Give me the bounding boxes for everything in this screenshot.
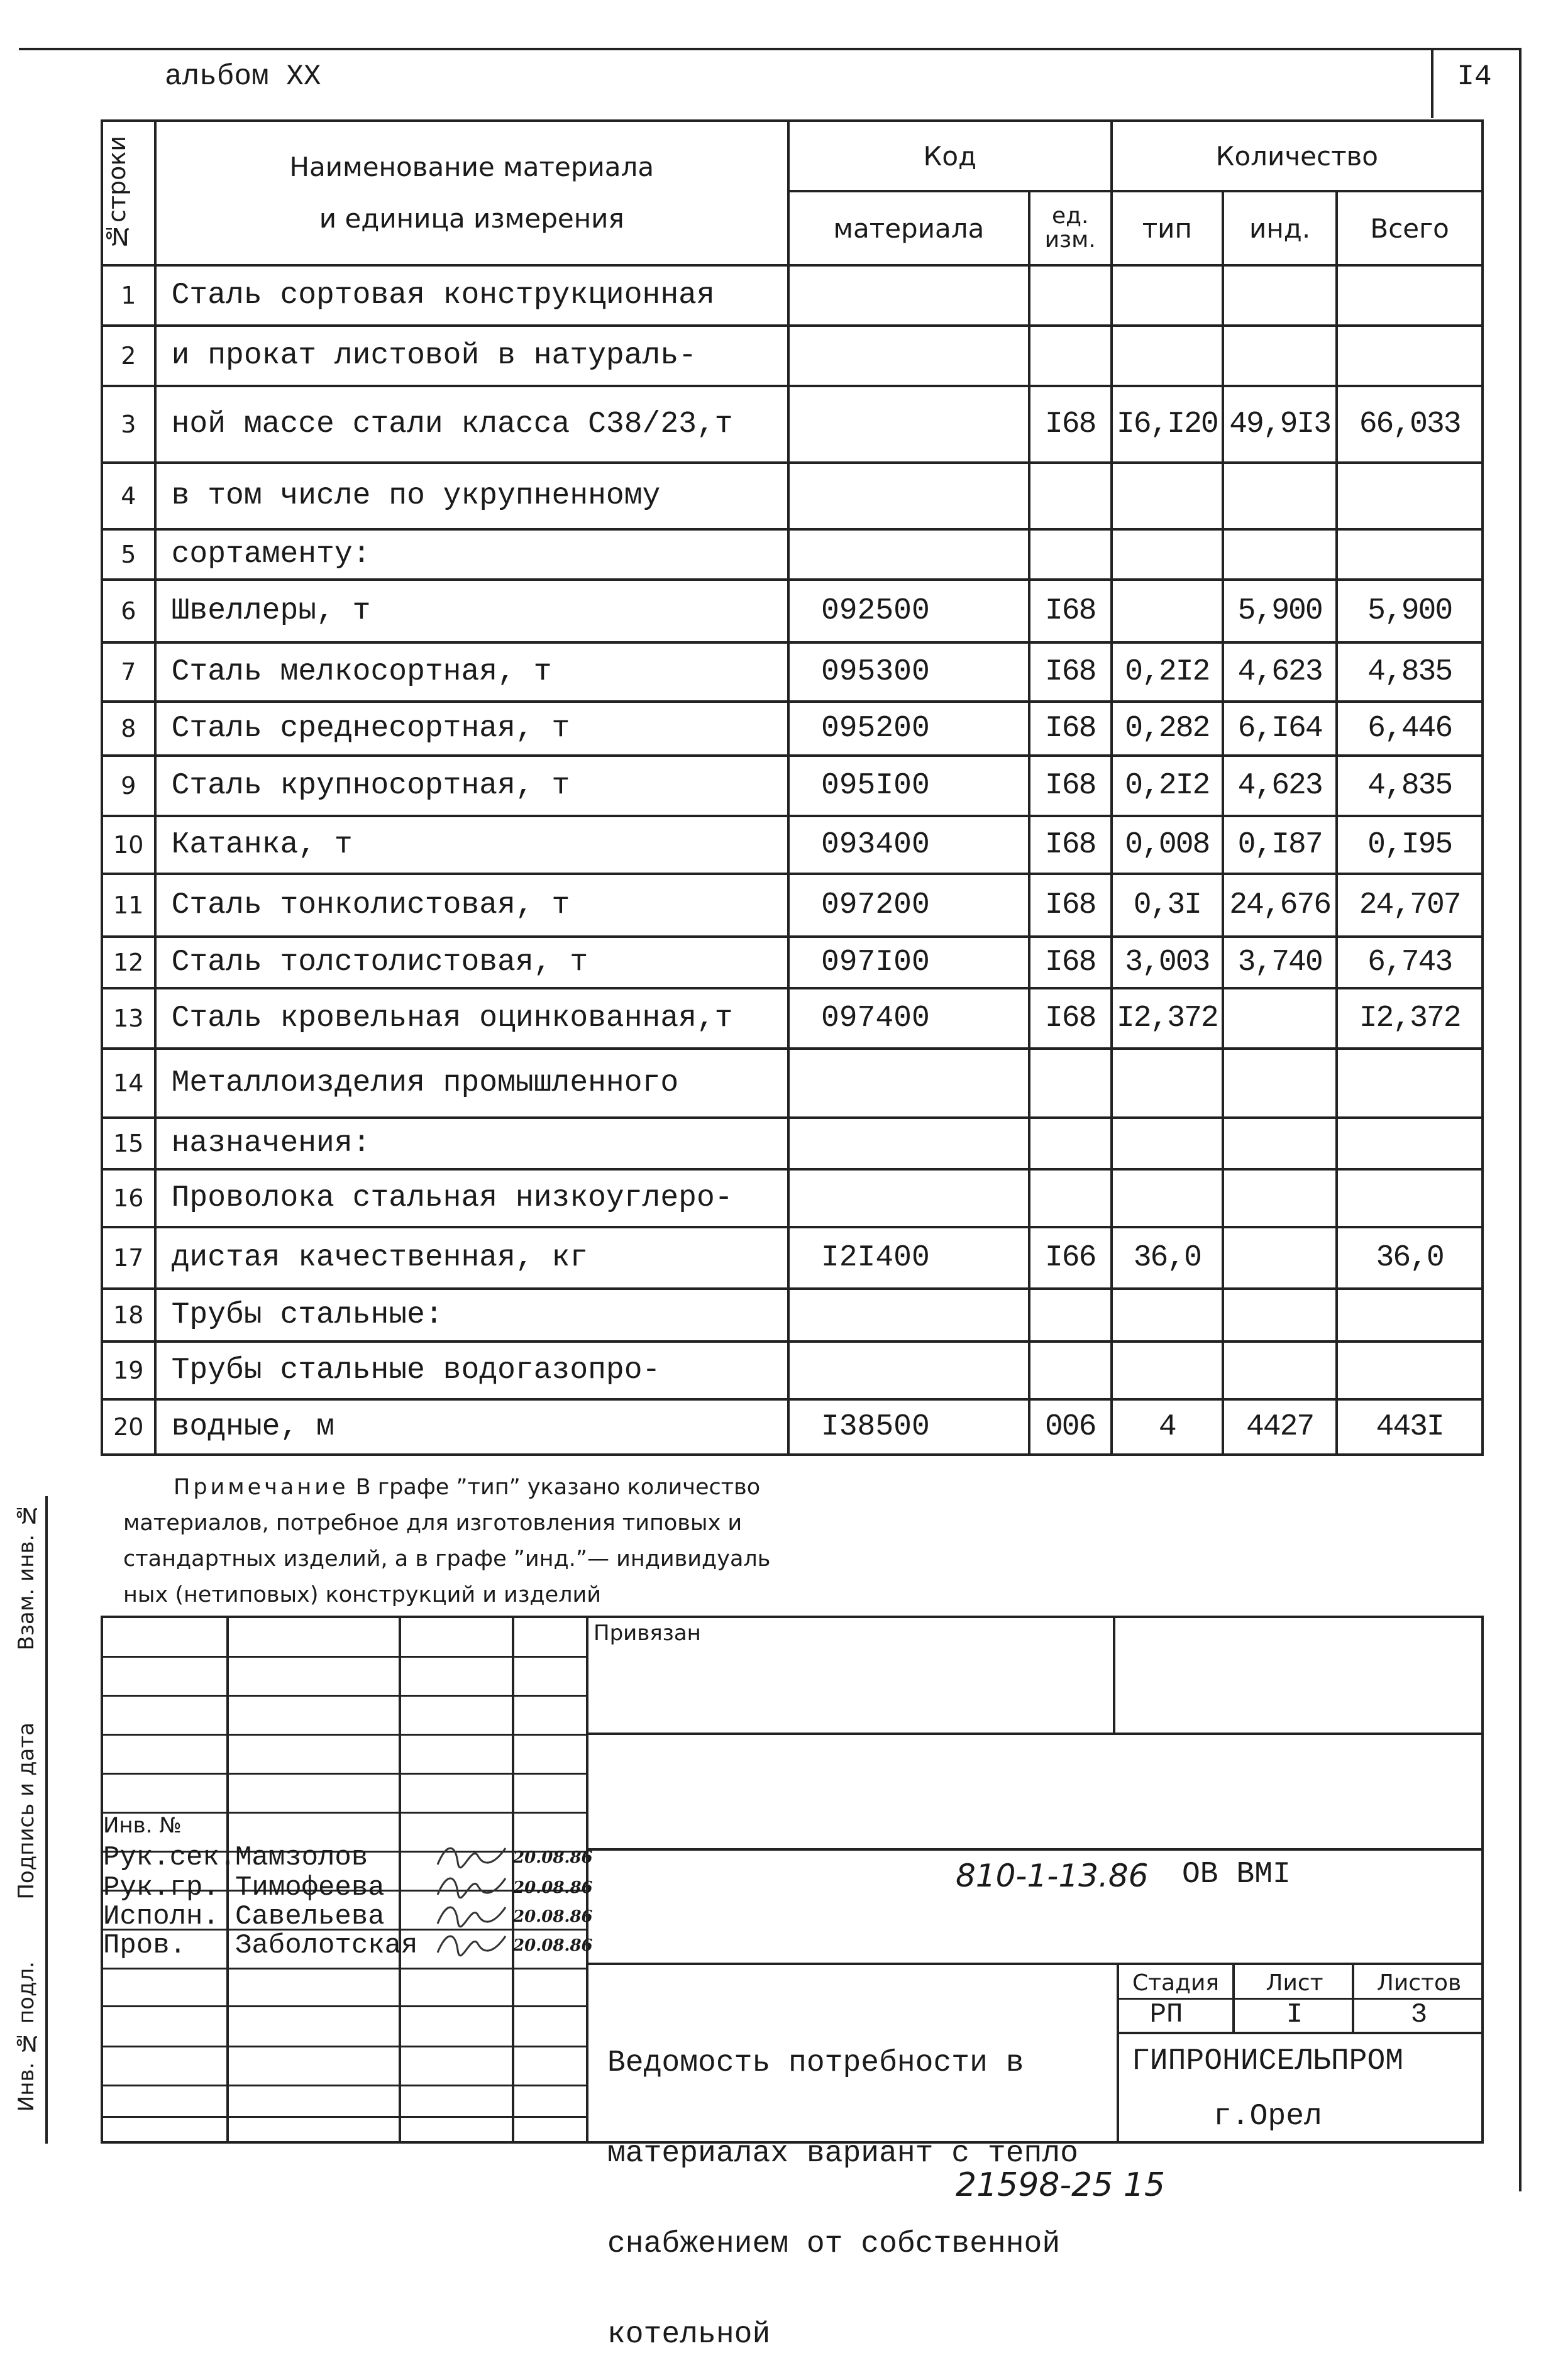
unit-code: I68 [1029, 386, 1112, 463]
col-quantity-group: Количество [1112, 121, 1483, 191]
row-number: 17 [102, 1227, 155, 1289]
table-row [102, 642, 1483, 702]
qty-total: I2,372 [1337, 988, 1483, 1049]
col-total: Всего [1337, 191, 1483, 265]
row-number: 4 [102, 463, 155, 529]
qty-ind [1223, 1289, 1337, 1342]
signer-date: 20.08.86 [513, 1907, 593, 1926]
album-title: альбом XX [165, 60, 321, 93]
qty-ind [1223, 988, 1337, 1049]
col-ind: инд. [1223, 191, 1337, 265]
original-inv-label: Инв. № подл. [14, 1961, 39, 2112]
row-number: 13 [102, 988, 155, 1049]
qty-ind: 0,I87 [1223, 816, 1337, 874]
unit-code [1029, 463, 1112, 529]
material-name: Швеллеры, т [155, 580, 788, 642]
qty-ind [1223, 1342, 1337, 1399]
qty-total [1337, 265, 1483, 326]
unit-code [1029, 1342, 1112, 1399]
material-name: Металлоизделия промышленного [155, 1049, 788, 1118]
signer-row [103, 1930, 417, 1961]
row-number: 9 [102, 756, 155, 816]
material-name: и прокат листовой в натураль- [155, 326, 788, 386]
qty-total [1337, 326, 1483, 386]
material-name: назначения: [155, 1118, 788, 1169]
material-code [788, 265, 1029, 326]
material-code [788, 1289, 1029, 1342]
qty-total [1337, 463, 1483, 529]
signer-name: Мамзолов [235, 1842, 368, 1873]
table-row [102, 580, 1483, 642]
table-row [102, 529, 1483, 580]
qty-typ: I6,I20 [1112, 386, 1223, 463]
material-code: 097400 [788, 988, 1029, 1049]
row-number: 15 [102, 1118, 155, 1169]
qty-typ [1112, 1049, 1223, 1118]
row-number: 3 [102, 386, 155, 463]
row-number: 5 [102, 529, 155, 580]
qty-total: 6,446 [1337, 702, 1483, 756]
qty-ind [1223, 326, 1337, 386]
material-name: Сталь мелкосортная, т [155, 642, 788, 702]
qty-ind [1223, 529, 1337, 580]
qty-ind: 3,740 [1223, 937, 1337, 988]
table-row [102, 874, 1483, 937]
material-name: в том числе по укрупненному [155, 463, 788, 529]
table-row [102, 702, 1483, 756]
material-name: Сталь толстолистовая, т [155, 937, 788, 988]
unit-code: I68 [1029, 816, 1112, 874]
qty-typ [1112, 1118, 1223, 1169]
col-name-line2: и единица измерения [319, 203, 624, 234]
qty-typ [1112, 580, 1223, 642]
table-row [102, 1049, 1483, 1118]
qty-typ: 4 [1112, 1399, 1223, 1455]
material-code: 097200 [788, 874, 1029, 937]
row-number: 18 [102, 1289, 155, 1342]
qty-ind: 4427 [1223, 1399, 1337, 1455]
unit-code: I68 [1029, 702, 1112, 756]
signer-row [103, 1901, 385, 1932]
qty-ind [1223, 1118, 1337, 1169]
material-code [788, 326, 1029, 386]
signature-scribble [434, 1925, 509, 1963]
qty-typ: I2,372 [1112, 988, 1223, 1049]
row-number: 19 [102, 1342, 155, 1399]
material-code [788, 1169, 1029, 1227]
document-title-line3: снабжением от собственной [607, 2227, 1061, 2261]
col-typ: тип [1112, 191, 1223, 265]
sheet-value: I [1286, 1999, 1303, 2030]
material-name: Трубы стальные водогазопро- [155, 1342, 788, 1399]
unit-code [1029, 326, 1112, 386]
table-row [102, 1169, 1483, 1227]
qty-ind [1223, 1227, 1337, 1289]
replace-inv-label: Взам. инв. № [14, 1502, 39, 1651]
organization-name: ГИПРОНИСЕЛЬПРОМ [1132, 2044, 1404, 2078]
qty-total: 66,033 [1337, 386, 1483, 463]
material-code: I2I400 [788, 1227, 1029, 1289]
stage-label: Стадия [1132, 1970, 1220, 1996]
table-row [102, 756, 1483, 816]
row-number: 6 [102, 580, 155, 642]
qty-ind: 5,900 [1223, 580, 1337, 642]
qty-total: 6,743 [1337, 937, 1483, 988]
qty-typ [1112, 1342, 1223, 1399]
table-row [102, 1227, 1483, 1289]
sign-date-label: Подпись и дата [14, 1722, 39, 1900]
qty-ind [1223, 1049, 1337, 1118]
unit-code: I68 [1029, 937, 1112, 988]
unit-code: 006 [1029, 1399, 1112, 1455]
table-row [102, 265, 1483, 326]
attached-label: Привязан [594, 1621, 701, 1646]
qty-typ [1112, 1169, 1223, 1227]
qty-typ: 0,2I2 [1112, 756, 1223, 816]
top-frame-line [19, 48, 1522, 50]
signer-date: 20.08.86 [513, 1878, 593, 1897]
material-code [788, 1342, 1029, 1399]
unit-code: I68 [1029, 988, 1112, 1049]
table-row [102, 1399, 1483, 1455]
row-number: 7 [102, 642, 155, 702]
row-number: 12 [102, 937, 155, 988]
table-row [102, 1342, 1483, 1399]
table-row [102, 988, 1483, 1049]
note-line4: ных (нетиповых) конструкций и изделий [123, 1582, 602, 1607]
qty-typ [1112, 463, 1223, 529]
row-number: 14 [102, 1049, 155, 1118]
qty-ind [1223, 463, 1337, 529]
qty-ind: 4,623 [1223, 756, 1337, 816]
unit-code [1029, 1118, 1112, 1169]
material-name: дистая качественная, кг [155, 1227, 788, 1289]
table-row [102, 816, 1483, 874]
signer-date: 20.08.86 [513, 1848, 593, 1867]
qty-total: 4,835 [1337, 642, 1483, 702]
qty-typ [1112, 265, 1223, 326]
material-code: 095300 [788, 642, 1029, 702]
signer-role: Рук.сек. [103, 1842, 236, 1873]
table-row [102, 1118, 1483, 1169]
material-code: 092500 [788, 580, 1029, 642]
signer-date: 20.08.86 [513, 1936, 593, 1955]
document-code: 810-1-13.86 [956, 1858, 1149, 1894]
qty-ind: 4,623 [1223, 642, 1337, 702]
qty-typ: 0,3I [1112, 874, 1223, 937]
material-code [788, 386, 1029, 463]
qty-typ [1112, 1289, 1223, 1342]
note [123, 1470, 941, 1613]
col-unit-code: ед. изм. [1029, 191, 1112, 265]
qty-total: 4,835 [1337, 756, 1483, 816]
qty-total [1337, 1169, 1483, 1227]
col-material-name [155, 121, 788, 265]
material-code [788, 1118, 1029, 1169]
material-code [788, 529, 1029, 580]
unit-code: I68 [1029, 580, 1112, 642]
qty-total [1337, 529, 1483, 580]
table-row [102, 1289, 1483, 1342]
unit-code: I68 [1029, 642, 1112, 702]
signer-role: Исполн. [103, 1901, 219, 1932]
unit-code: I68 [1029, 756, 1112, 816]
material-code: 097I00 [788, 937, 1029, 988]
qty-total: 36,0 [1337, 1227, 1483, 1289]
signer-name: Тимофеева [235, 1872, 385, 1903]
table-row [102, 463, 1483, 529]
note-line3: стандартных изделий, а в графе ”инд.”— индивидуаль [123, 1546, 771, 1572]
material-code: 095I00 [788, 756, 1029, 816]
right-frame-line [1519, 48, 1522, 2191]
qty-ind [1223, 1169, 1337, 1227]
material-code: 095200 [788, 702, 1029, 756]
qty-total: 0,I95 [1337, 816, 1483, 874]
qty-total [1337, 1118, 1483, 1169]
signer-name: Савельева [235, 1901, 385, 1932]
material-code [788, 1049, 1029, 1118]
stage-value: РП [1149, 1999, 1183, 2030]
row-number: 10 [102, 816, 155, 874]
col-name-line1: Наименование материала [289, 152, 654, 182]
qty-ind: 6,I64 [1223, 702, 1337, 756]
document-title-line2: материалах вариант с тепло [607, 2137, 1078, 2171]
qty-ind [1223, 265, 1337, 326]
material-name: Проволока стальная низкоуглеро- [155, 1169, 788, 1227]
unit-code: I66 [1029, 1227, 1112, 1289]
inv-number-label: Инв. № [103, 1813, 182, 1838]
archive-number: 21598-25 15 [956, 2166, 1166, 2204]
signer-name: Заболотская [235, 1930, 418, 1961]
qty-total: 5,900 [1337, 580, 1483, 642]
materials-table [101, 119, 1484, 1456]
row-number: 8 [102, 702, 155, 756]
material-name: Сталь крупносортная, т [155, 756, 788, 816]
sheets-value: 3 [1410, 1999, 1428, 2030]
row-number: 2 [102, 326, 155, 386]
side-frame-line [45, 1496, 48, 2144]
qty-typ: 3,003 [1112, 937, 1223, 988]
qty-typ: 36,0 [1112, 1227, 1223, 1289]
qty-typ: 0,2I2 [1112, 642, 1223, 702]
material-name: Сталь сортовая конструкционная [155, 265, 788, 326]
material-name: Катанка, т [155, 816, 788, 874]
qty-ind: 24,676 [1223, 874, 1337, 937]
unit-code [1029, 529, 1112, 580]
document-suffix: ОВ ВМI [1182, 1858, 1291, 1892]
signer-role: Рук.гр. [103, 1872, 219, 1903]
unit-code: I68 [1029, 874, 1112, 937]
note-line2: материалов, потребное для изготовления типовых и [123, 1511, 743, 1536]
sheet-number: I4 [1457, 60, 1492, 93]
col-code-group: Код [788, 121, 1112, 191]
qty-typ [1112, 529, 1223, 580]
unit-code [1029, 1289, 1112, 1342]
sheets-label: Листов [1376, 1970, 1462, 1996]
qty-total [1337, 1049, 1483, 1118]
qty-total: 24,707 [1337, 874, 1483, 937]
signer-row [103, 1842, 368, 1873]
col-row-number: №строки [102, 121, 155, 265]
note-label: Примечание [174, 1475, 349, 1500]
row-number: 20 [102, 1399, 155, 1455]
table-row [102, 326, 1483, 386]
qty-typ [1112, 326, 1223, 386]
signer-role: Пров. [103, 1930, 187, 1961]
unit-code [1029, 1169, 1112, 1227]
material-name: Трубы стальные: [155, 1289, 788, 1342]
table-row [102, 937, 1483, 988]
qty-total: 443I [1337, 1399, 1483, 1455]
sheet-label: Лист [1266, 1970, 1323, 1996]
unit-code [1029, 265, 1112, 326]
row-number: 11 [102, 874, 155, 937]
qty-ind: 49,9I3 [1223, 386, 1337, 463]
material-name: Сталь тонколистовая, т [155, 874, 788, 937]
material-code: 093400 [788, 816, 1029, 874]
document-title-line4: котельной [607, 2318, 771, 2352]
qty-total [1337, 1289, 1483, 1342]
signer-row [103, 1872, 385, 1903]
organization-city: г.Орел [1213, 2100, 1322, 2134]
table-row [102, 386, 1483, 463]
material-name: ной массе стали класса С38/23,т [155, 386, 788, 463]
col-material-code: материала [788, 191, 1029, 265]
material-name: Сталь кровельная оцинкованная,т [155, 988, 788, 1049]
qty-total [1337, 1342, 1483, 1399]
note-line1: В графе ”тип” указано количество [355, 1475, 761, 1500]
material-name: Сталь среднесортная, т [155, 702, 788, 756]
material-name: водные, м [155, 1399, 788, 1455]
unit-code [1029, 1049, 1112, 1118]
qty-typ: 0,008 [1112, 816, 1223, 874]
row-number: 16 [102, 1169, 155, 1227]
document-title-line1: Ведомость потребности в [607, 2046, 1024, 2080]
row-number: 1 [102, 265, 155, 326]
material-code [788, 463, 1029, 529]
material-name: сортаменту: [155, 529, 788, 580]
materials-table-body [102, 265, 1483, 1455]
material-code: I38500 [788, 1399, 1029, 1455]
qty-typ: 0,282 [1112, 702, 1223, 756]
